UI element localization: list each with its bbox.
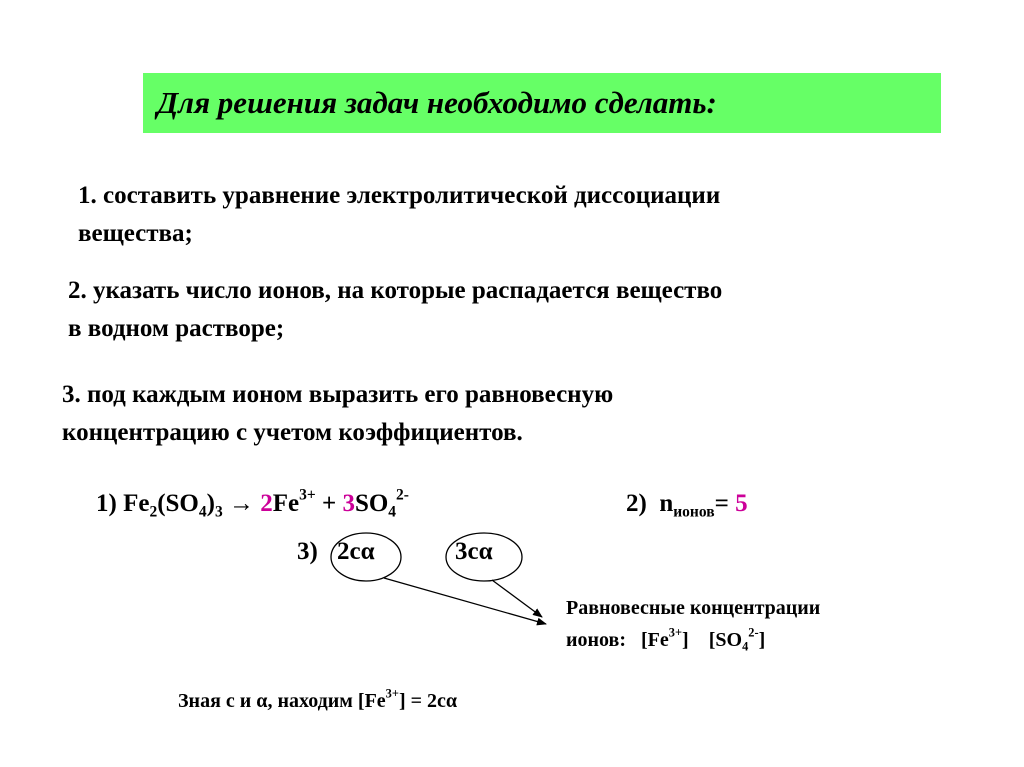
step-2-line-2: в водном растворе; [68,315,285,342]
eq-sub-2: 2 [149,503,158,521]
slide-title: Для решения задач необходимо сделать: [157,85,717,120]
note-so-close: ] [758,629,766,651]
step-1-line-1: 1. составить уравнение электролитической диссоциации [78,182,721,209]
eq-plus: + [315,490,343,517]
so4-concentration: 3cα [455,538,493,565]
note-prefix: ионов: [566,629,627,651]
step-3-line-1: 3. под каждым ионом выразить его равновесную [62,381,614,408]
eq-arrow: → [222,490,261,517]
conclusion [178,685,457,717]
note-so-sub: 4 [742,639,749,654]
eq-paren-open: (SO [157,490,199,517]
eq-so-charge: 2- [396,486,409,504]
note-so-charge: 2- [748,625,759,640]
ion-count-equals: = [714,490,736,517]
step-1-line-2: вещества; [78,220,193,247]
eq-so-sub: 4 [388,503,397,521]
conclusion-charge: 3+ [385,686,399,701]
note-line-1: Равновесные концентрации [566,597,821,619]
conclusion-prefix: Зная с и α, находим [Fe [178,690,386,712]
ion-count-label: 2) [626,490,647,517]
note-fe-open: [Fe [641,629,669,651]
eq-fe: Fe [272,490,300,517]
note-fe-close: ] [682,629,689,651]
eq-label: 1) Fe [96,490,150,517]
fe-conc-arrow [384,578,546,624]
equilibrium-note [566,592,820,656]
step-2-line-1: 2. указать число ионов, на которые распадается вещество [68,277,723,304]
eq-sub-3: 3 [214,503,223,521]
step-3-line-2: концентрацию с учетом коэффициентов. [62,419,523,446]
so4-conc-ellipse [446,533,522,581]
fe-conc-ellipse [331,533,401,581]
eq-paren-close: ) [206,490,215,517]
note-fe-charge: 3+ [668,625,683,640]
ion-count-n: n [659,490,674,517]
ion-count-sub: ионов [673,503,715,521]
ion-count-value: 5 [735,490,748,517]
note-line-2 [566,624,820,656]
fe-concentration: 2cα [337,538,375,565]
eq-coef-fe: 2 [260,490,273,517]
eq-so: SO [354,490,389,517]
note-so-open: [SO [708,629,743,651]
eq-sub-4: 4 [198,503,207,521]
concentrations-label: 3) [297,538,318,565]
eq-coef-so4: 3 [342,490,355,517]
eq-fe-charge: 3+ [299,486,316,504]
conclusion-suffix: ] = 2cα [398,690,458,712]
